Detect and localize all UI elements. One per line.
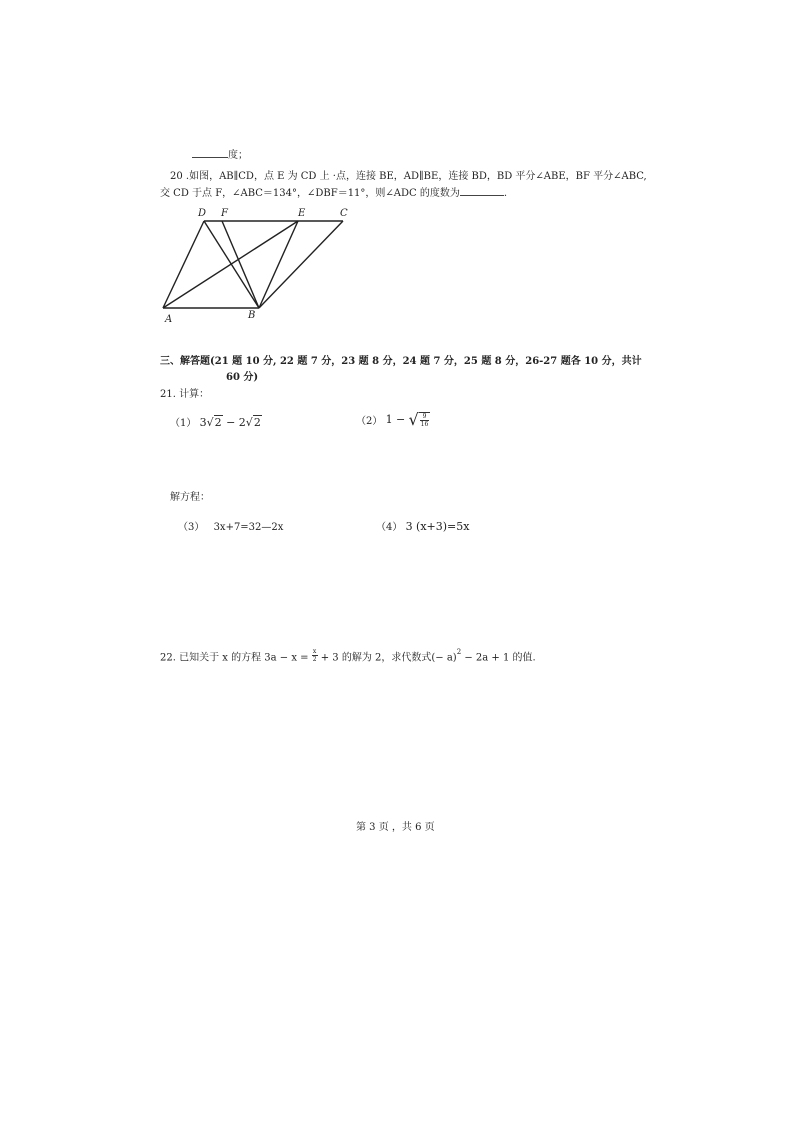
minus-coef-b: − 2 bbox=[222, 416, 246, 429]
label-b: B bbox=[248, 310, 256, 321]
label-d: D bbox=[198, 208, 207, 219]
q21-part1-expression: 3√2 − 2√2 bbox=[199, 416, 261, 429]
radicand-a: 2 bbox=[214, 416, 222, 429]
label-a: A bbox=[165, 314, 173, 325]
sqrt-sign: √ bbox=[408, 410, 419, 429]
q21-part2-label: （2） bbox=[356, 416, 383, 427]
q22-fraction-denominator: 2 bbox=[312, 656, 317, 664]
q20-line1: 20 .如图，AB∥CD，点 E 为 CD 上 ·点，连接 BE，AD∥BE，连接 BD，BD 平分∠ABE，BF 平分∠ABC, bbox=[170, 171, 647, 182]
fraction-numerator: 9 bbox=[420, 413, 430, 421]
radicand-b: 2 bbox=[253, 416, 261, 429]
section3-heading-line2: 60 分) bbox=[226, 372, 259, 383]
q22-middle: + 3 的解为 2，求代数式(− a) bbox=[320, 652, 457, 664]
q21-part1-label: （1） bbox=[170, 418, 197, 429]
q19-blank bbox=[192, 148, 228, 158]
label-f: F bbox=[221, 208, 228, 219]
fraction-9-16 bbox=[419, 412, 431, 428]
q22-suffix: − 2a + 1 的值. bbox=[461, 652, 536, 664]
q21-part3-label: （3） bbox=[178, 522, 205, 533]
q19-answer-line bbox=[192, 146, 248, 161]
line-bc bbox=[259, 221, 343, 308]
q21-part3-equation: 3x+7=32—2x bbox=[213, 522, 284, 533]
sqrt-fraction bbox=[408, 410, 430, 429]
q22-fraction-numerator: x bbox=[312, 648, 317, 656]
q21-part4 bbox=[376, 518, 469, 533]
q22-prefix: 22. 已知关于 x 的方程 3a − x = bbox=[160, 652, 309, 664]
q20-line2 bbox=[160, 184, 507, 199]
q20-blank bbox=[460, 186, 504, 196]
line-bf bbox=[222, 221, 259, 308]
geometry-figure bbox=[155, 202, 355, 327]
q22-fraction bbox=[312, 648, 318, 663]
label-e: E bbox=[298, 208, 306, 219]
q22-question bbox=[160, 648, 536, 663]
q21-part2-expression: 1 − bbox=[385, 413, 406, 426]
coef-a: 3 bbox=[199, 416, 207, 429]
q20-question: 交 CD 于点 F，∠ABC＝134°，∠DBF＝11°，则∠ADC 的度数为 bbox=[160, 188, 460, 199]
q21-part4-equation: 3 (x+3)=5x bbox=[405, 520, 470, 533]
q20-period: . bbox=[503, 188, 508, 199]
q19-unit: 度； bbox=[228, 150, 248, 161]
fraction-denominator: 16 bbox=[420, 420, 429, 428]
q21-part1 bbox=[170, 414, 262, 429]
label-c: C bbox=[340, 208, 348, 219]
q21-title: 21. 计算： bbox=[160, 389, 210, 400]
q21-part4-label: （4） bbox=[376, 522, 403, 533]
q21-part3 bbox=[178, 518, 283, 533]
page-footer: 第 3 页 ，共 6 页 bbox=[356, 822, 435, 833]
q21-part2 bbox=[356, 410, 430, 429]
solve-equations-title: 解方程： bbox=[170, 492, 210, 503]
section3-heading-line1: 三、解答题(21 题 10 分, 22 题 7 分，23 题 8 分，24 题 7 分，25 题 8 分，26-27 题各 10 分，共计 bbox=[160, 356, 642, 367]
q22-exponent: 2 bbox=[456, 648, 462, 656]
